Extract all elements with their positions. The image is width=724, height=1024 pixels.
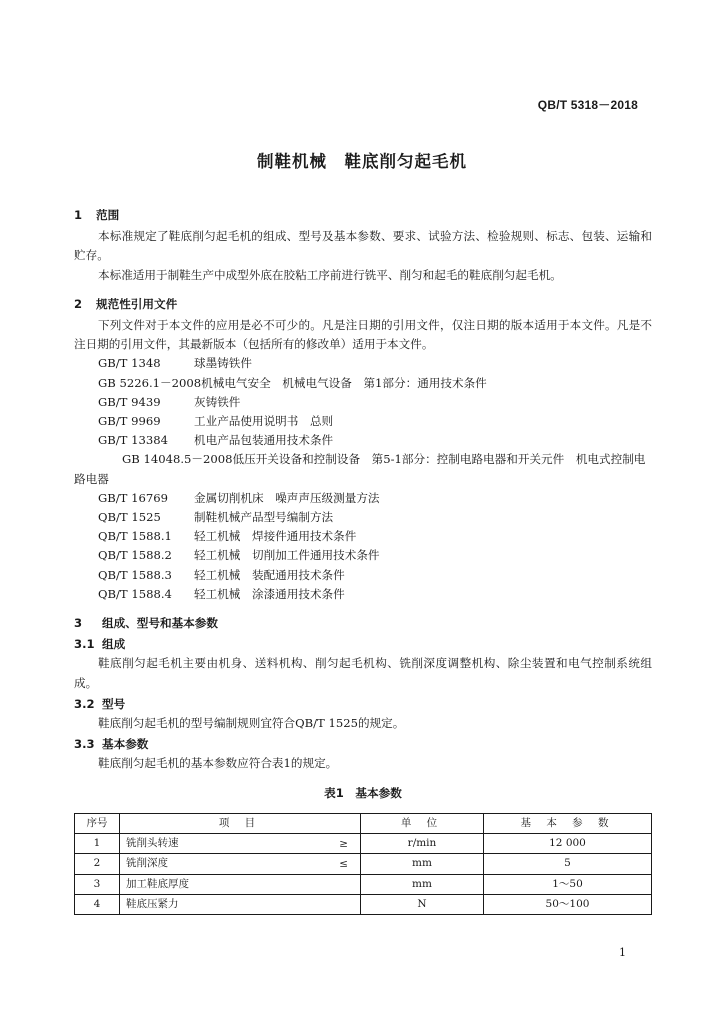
reference-code: QB/T 1588.3 [98,567,172,582]
cell-unit: mm [361,854,484,874]
reference-item [74,527,652,546]
reference-name: 轻工机械 装配通用技术条件 [194,567,345,582]
cell-unit: mm [361,874,484,894]
reference-name: 制鞋机械产品型号编制方法 [194,510,334,525]
cell-item [120,834,361,854]
reference-code: QB/T 1588.1 [98,529,172,544]
table-header-row [75,813,652,833]
section-1-title: 范围 [96,208,120,222]
section-2-heading [74,295,652,314]
subsection-3-3-number: 3.3 [74,737,95,752]
reference-name: 轻工机械 切削加工件通用技术条件 [194,548,380,563]
item-name: 铣削头转速 [126,837,179,850]
subsection-3-3-title: 基本参数 [102,737,149,752]
header-unit: 单 位 [361,813,484,833]
reference-list [74,354,652,604]
section-2-number: 2 [74,296,83,311]
section-3-number: 3 [74,616,83,631]
reference-name: 低压开关设备和控制设备 第5-1部分：控制电路电器和开关元件 机电式控制电路电器 [74,452,646,486]
subsection-3-1-heading [74,635,652,654]
reference-name: 灰铸铁件 [194,394,241,409]
table-row [75,874,652,894]
subsection-3-1-text: 鞋底削匀起毛机主要由机身、送料机构、削匀起毛机构、铣削深度调整机构、除尘装置和电气控制系统组成。 [74,656,652,690]
reference-item [74,566,652,585]
subsection-3-3-heading [74,735,652,754]
reference-name: 金属切削机床 噪声声压级测量方法 [194,490,380,505]
reference-item [74,354,652,373]
reference-code: GB/T 9439 [98,394,161,409]
table-row [75,894,652,914]
reference-code: GB 5226.1－2008 [98,375,202,390]
document-title: 制鞋机械 鞋底削匀起毛机 [257,152,467,171]
cell-value: 5 [484,854,652,874]
section-1-paragraph-2: 本标准适用于制鞋生产中成型外底在胶粘工序前进行铣平、削匀和起毛的鞋底削匀起毛机。 [98,267,562,282]
table-1-title: 表1 基本参数 [324,785,402,800]
table-row [75,834,652,854]
item-comparator: ≥ [339,838,348,851]
reference-name: 轻工机械 涂漆通用技术条件 [194,586,345,601]
cell-no: 4 [75,894,120,914]
reference-item [74,489,652,508]
table-row [75,854,652,874]
reference-item [74,546,652,565]
cell-value: 1～50 [484,874,652,894]
subsection-3-2-heading [74,695,652,714]
subsection-3-1-number: 3.1 [74,637,95,652]
section-1-paragraph-1: 本标准规定了鞋底削匀起毛机的组成、型号及基本参数、要求、试验方法、检验规则、标志、包装、运输和贮存。 [74,229,652,263]
cell-unit: r/min [361,834,484,854]
cell-item [120,854,361,874]
cell-value: 50～100 [484,894,652,914]
reference-name: 工业产品使用说明书 总则 [194,414,334,429]
subsection-3-2-text: 鞋底削匀起毛机的型号编制规则宜符合QB/T 1525的规定。 [98,716,405,731]
cell-no: 2 [75,854,120,874]
reference-code: GB/T 9969 [98,414,161,429]
item-comparator: ≤ [339,858,348,871]
reference-code: QB/T 1525 [98,510,161,525]
reference-code: GB/T 1348 [98,356,161,371]
cell-no: 1 [75,834,120,854]
section-2-title: 规范性引用文件 [96,296,178,311]
reference-code: GB/T 13384 [98,433,168,448]
subsection-3-3-text: 鞋底削匀起毛机的基本参数应符合表1的规定。 [98,756,338,771]
section-3-heading [74,614,652,633]
reference-item [74,450,652,488]
section-1-heading [74,206,652,225]
cell-item [120,874,361,894]
section-3-title: 组成、型号和基本参数 [102,616,218,631]
item-name: 鞋底压紧力 [126,897,179,910]
subsection-3-1-title: 组成 [102,637,126,652]
reference-item [74,508,652,527]
reference-item [74,374,652,393]
reference-item [74,412,652,431]
item-name: 加工鞋底厚度 [126,877,189,890]
reference-code: QB/T 1588.2 [98,548,172,563]
subsection-3-2-title: 型号 [102,696,126,711]
reference-name: 球墨铸铁件 [194,356,252,371]
standard-code: QB/T 5318－2018 [537,98,638,112]
section-2-intro: 下列文件对于本文件的应用是必不可少的。凡是注日期的引用文件，仅注日期的版本适用于本文件。凡是不注日期的引用文件，其最新版本（包括所有的修改单）适用于本文件。 [74,318,652,352]
reference-item [74,393,652,412]
section-1-number: 1 [74,208,83,222]
item-name: 铣削深度 [126,857,168,870]
subsection-3-2-number: 3.2 [74,696,95,711]
page-number: 1 [619,946,626,959]
reference-name: 机械电气安全 机械电气设备 第1部分：通用技术条件 [201,375,487,390]
reference-item [74,431,652,450]
reference-name: 机电产品包装通用技术条件 [194,433,334,448]
cell-unit: N [361,894,484,914]
cell-value: 12 000 [484,834,652,854]
header-value: 基 本 参 数 [484,813,652,833]
document-body [74,206,652,915]
cell-item [120,894,361,914]
reference-code: GB/T 16769 [98,490,168,505]
parameters-table [74,813,652,915]
reference-code: QB/T 1588.4 [98,586,172,601]
cell-no: 3 [75,874,120,894]
reference-item [74,585,652,604]
header-item: 项 目 [120,813,361,833]
header-no: 序号 [75,813,120,833]
reference-name: 轻工机械 焊接件通用技术条件 [194,529,357,544]
reference-code: GB 14048.5－2008 [122,452,233,467]
